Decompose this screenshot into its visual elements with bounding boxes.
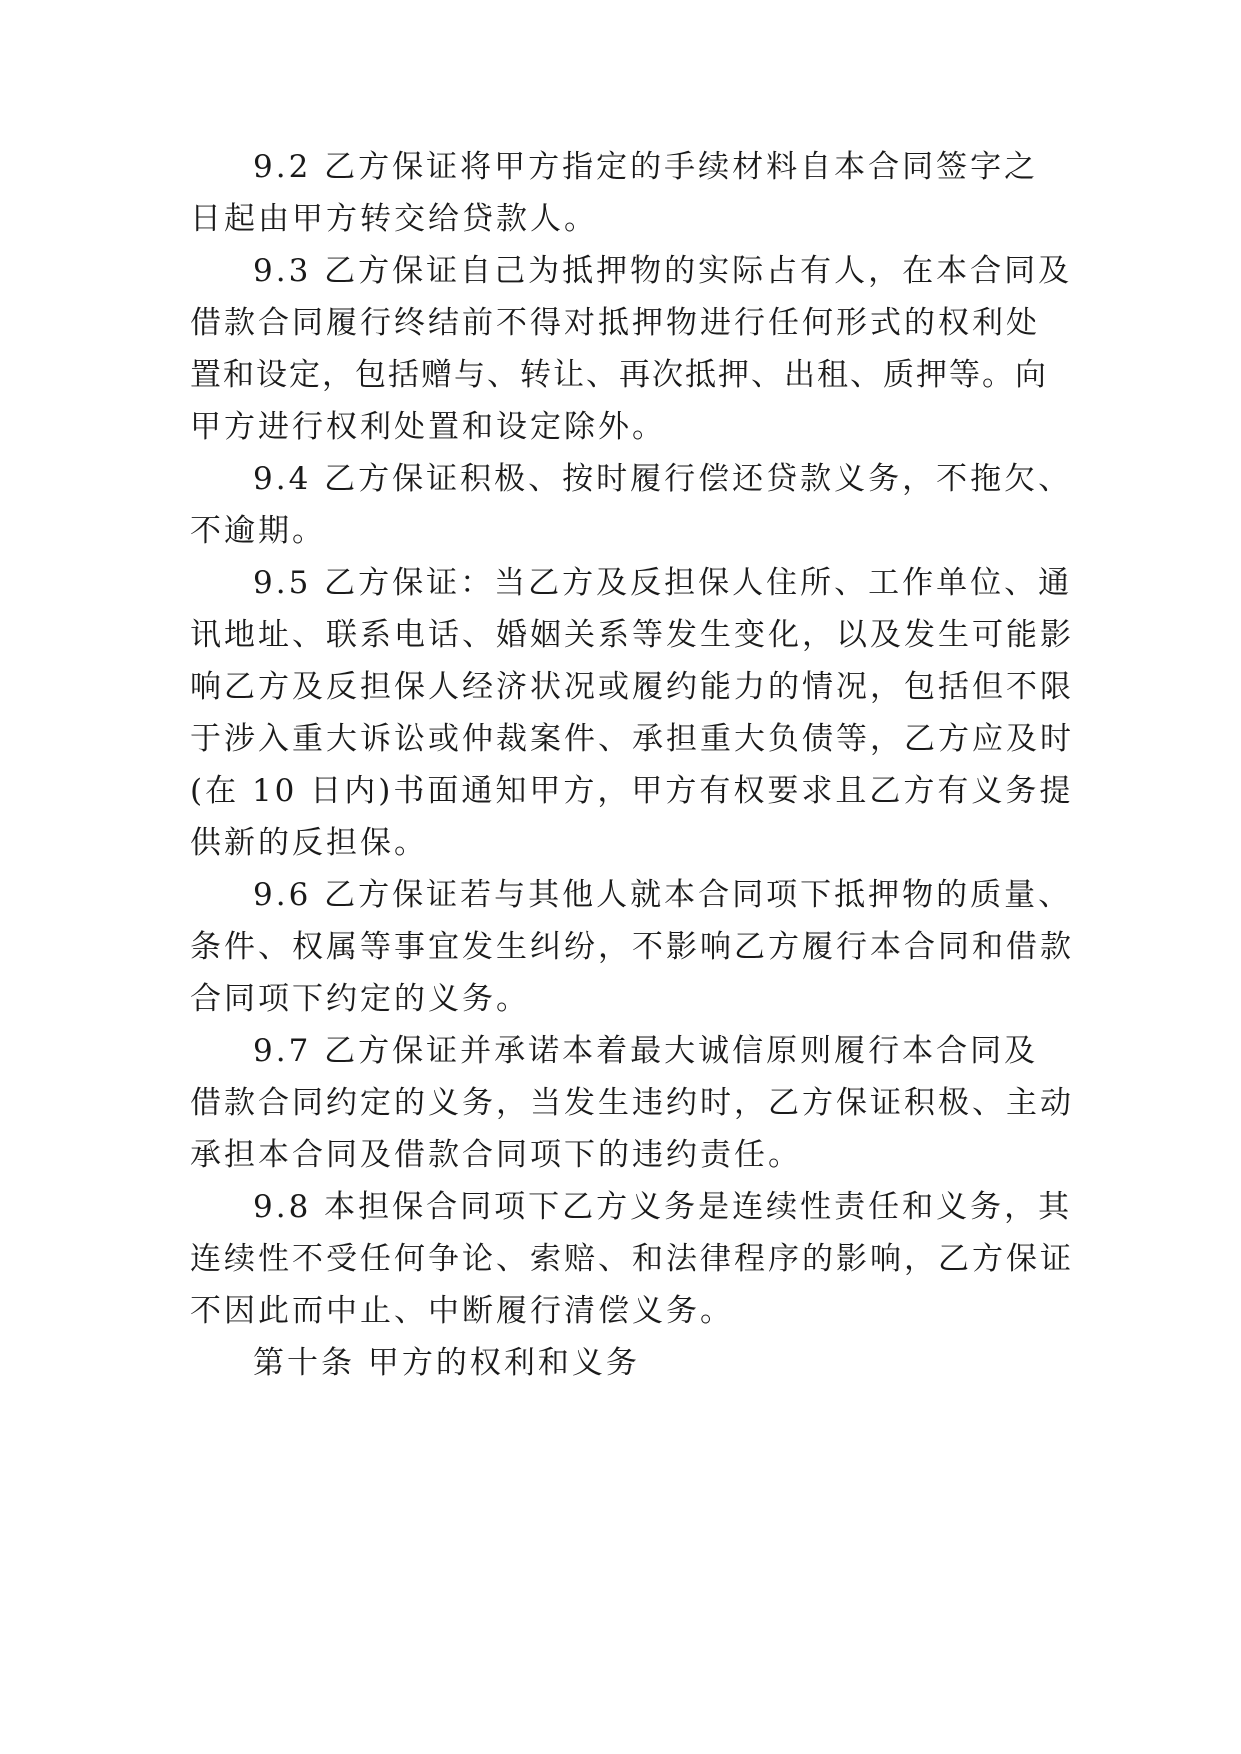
clause-9-8-line-3: 不因此而中止、中断履行清偿义务。 <box>190 1293 734 1329</box>
clause-9-6-line-2: 条件、权属等事宜发生纠纷，不影响乙方履行本合同和借款 <box>190 929 1074 965</box>
clause-9-2-line-2: 日起由甲方转交给贷款人。 <box>190 201 598 237</box>
clause-9-5-line-2: 讯地址、联系电话、婚姻关系等发生变化，以及发生可能影 <box>190 617 1074 653</box>
clause-9-3-line-3: 置和设定，包括赠与、转让、再次抵押、出租、质押等。向 <box>190 357 1048 393</box>
clause-9-7-line-1: 9.7 乙方保证并承诺本着最大诚信原则履行本合同及 <box>253 1033 1039 1069</box>
clause-9-8-line-2: 连续性不受任何争论、索赔、和法律程序的影响，乙方保证 <box>190 1241 1074 1277</box>
clause-9-7-line-2: 借款合同约定的义务，当发生违约时，乙方保证积极、主动 <box>190 1085 1074 1121</box>
clause-9-5-line-6: 供新的反担保。 <box>190 825 428 861</box>
clause-9-6-line-3: 合同项下约定的义务。 <box>190 981 530 1017</box>
clause-9-5-line-5: (在 10 日内)书面通知甲方，甲方有权要求且乙方有义务提 <box>190 773 1074 809</box>
clause-9-5-line-3: 响乙方及反担保人经济状况或履约能力的情况，包括但不限 <box>190 669 1074 705</box>
clause-9-3-line-2: 借款合同履行终结前不得对抵押物进行任何形式的权利处 <box>190 305 1040 341</box>
clause-9-3-line-1: 9.3 乙方保证自己为抵押物的实际占有人，在本合同及 <box>253 253 1073 289</box>
clause-9-6-line-1: 9.6 乙方保证若与其他人就本合同项下抵押物的质量、 <box>253 877 1073 913</box>
clause-9-7-line-3: 承担本合同及借款合同项下的违约责任。 <box>190 1137 802 1173</box>
clause-9-5-line-1: 9.5 乙方保证：当乙方及反担保人住所、工作单位、通 <box>253 565 1073 601</box>
article-10-heading: 第十条 甲方的权利和义务 <box>253 1345 640 1381</box>
clause-9-2-line-1: 9.2 乙方保证将甲方指定的手续材料自本合同签字之 <box>253 149 1039 185</box>
clause-9-8-line-1: 9.8 本担保合同项下乙方义务是连续性责任和义务，其 <box>253 1189 1073 1225</box>
clause-9-4-line-1: 9.4 乙方保证积极、按时履行偿还贷款义务，不拖欠、 <box>253 461 1073 497</box>
clause-9-5-line-4: 于涉入重大诉讼或仲裁案件、承担重大负债等，乙方应及时 <box>190 721 1074 757</box>
clause-9-3-line-4: 甲方进行权利处置和设定除外。 <box>190 409 666 445</box>
clause-9-4-line-2: 不逾期。 <box>190 513 326 549</box>
